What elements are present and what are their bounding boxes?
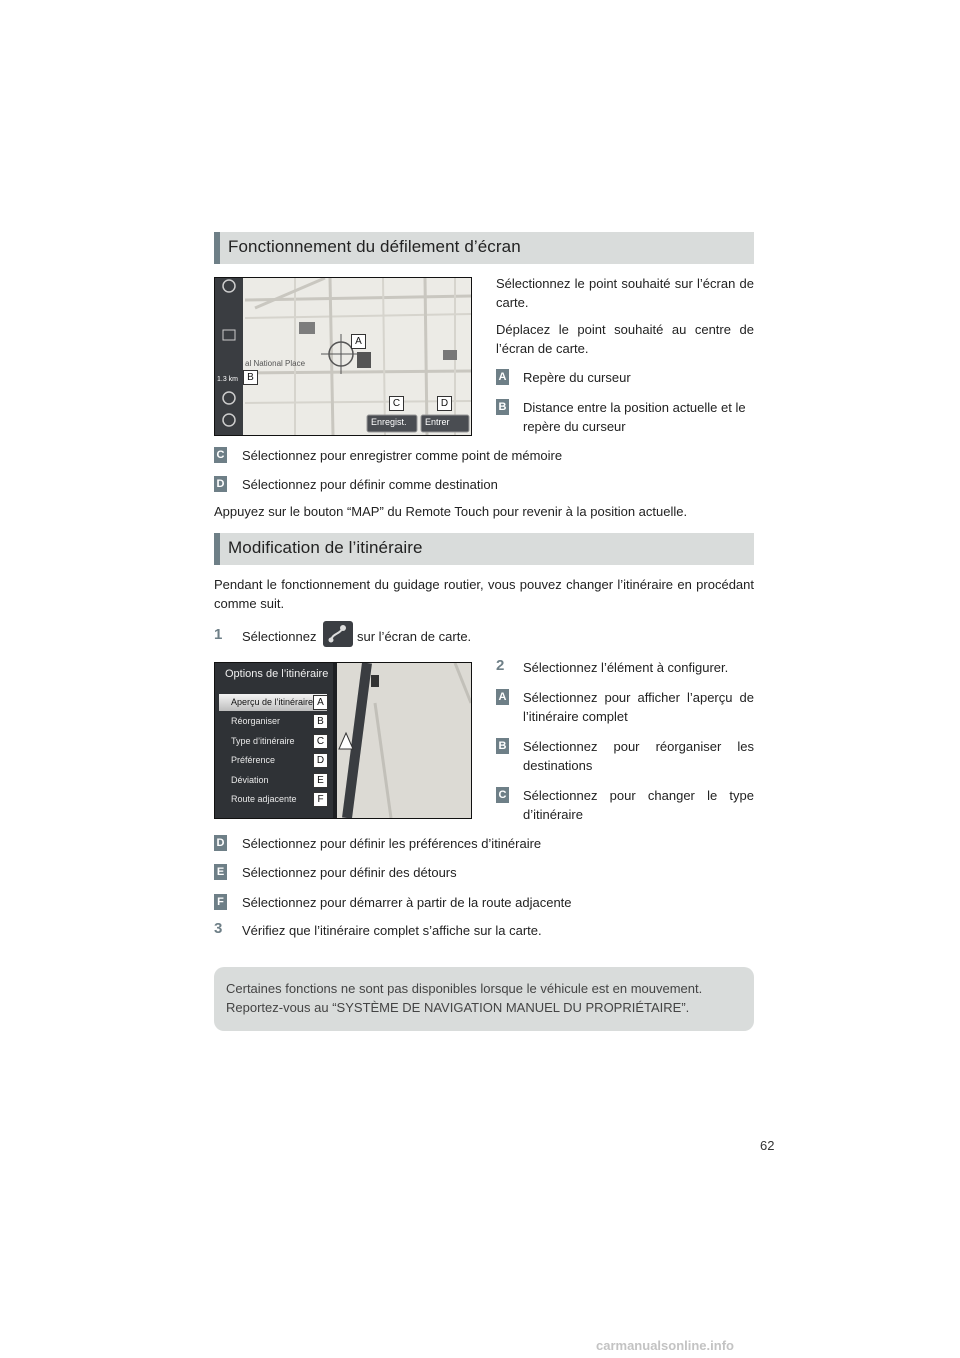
step-2-number: 2 bbox=[496, 657, 505, 674]
badge-c: C bbox=[496, 787, 509, 803]
callout-b: B bbox=[243, 370, 258, 385]
save-memory-button[interactable]: Enregist. bbox=[371, 417, 407, 427]
badge-d: D bbox=[214, 835, 227, 851]
map-graphic bbox=[215, 278, 471, 435]
route-options-screenshot bbox=[214, 662, 472, 819]
step-2-text: Sélectionnez l’élément à configurer. bbox=[523, 660, 729, 675]
menu-title: Options de l’itinéraire bbox=[225, 668, 329, 680]
step-3-text: Vérifiez que l’itinéraire complet s’affiche sur la carte. bbox=[242, 923, 542, 938]
callout-d: D bbox=[437, 396, 452, 411]
item-text-b: Distance entre la position actuelle et le repère du curseur bbox=[523, 400, 746, 434]
section-header-scroll bbox=[214, 232, 754, 264]
menu-item-route-type[interactable]: Type d’itinéraire bbox=[231, 736, 295, 746]
step-1-text-after: sur l’écran de carte. bbox=[357, 629, 472, 644]
badge-b: B bbox=[496, 738, 509, 754]
callout-c: C bbox=[389, 396, 404, 411]
note-box bbox=[214, 967, 754, 1031]
scroll-para-2: Déplacez le point souhaité au centre de l’écran de carte. bbox=[496, 322, 754, 356]
callout-a: A bbox=[351, 334, 366, 349]
callout-e: E bbox=[313, 773, 328, 788]
section-header-route bbox=[214, 533, 754, 565]
item-text-a: Repère du curseur bbox=[523, 370, 631, 385]
route-options-icon bbox=[323, 621, 353, 647]
item-text-d: Sélectionnez pour définir comme destination bbox=[242, 477, 498, 492]
map-place-label: al National Place bbox=[245, 359, 306, 368]
menu-item-reorder[interactable]: Réorganiser bbox=[231, 716, 281, 726]
note-text: Certaines fonctions ne sont pas disponibles lorsque le véhicule est en mouvement. Reportez-vous au “SYSTÈME DE NAVIGATION MANUEL DU PROPRIÉTAIRE”. bbox=[226, 981, 703, 1015]
step-1-number: 1 bbox=[214, 626, 223, 643]
route-item-text-b: Sélectionnez pour réorganiser les destinations bbox=[523, 739, 754, 773]
route-item-text-e: Sélectionnez pour définir des détours bbox=[242, 865, 457, 880]
menu-item-preview[interactable]: Aperçu de l’itinéraire bbox=[219, 694, 327, 711]
step-3-number: 3 bbox=[214, 920, 223, 937]
badge-c: C bbox=[214, 447, 227, 463]
enter-destination-button[interactable]: Entrer bbox=[425, 417, 450, 427]
callout-a: A bbox=[313, 695, 328, 710]
map-scale-label: 1.3 km bbox=[217, 376, 239, 383]
item-text-c: Sélectionnez pour enregistrer comme point de mémoire bbox=[242, 448, 563, 463]
menu-item-detour[interactable]: Déviation bbox=[231, 775, 269, 785]
page-number: 62 bbox=[760, 1138, 775, 1153]
route-item-text-d: Sélectionnez pour définir les préférences d’itinéraire bbox=[242, 836, 542, 851]
scroll-footer: Appuyez sur le bouton “MAP” du Remote Touch pour revenir à la position actuelle. bbox=[214, 504, 688, 519]
badge-a: A bbox=[496, 689, 509, 705]
menu-item-adjacent-road[interactable]: Route adjacente bbox=[231, 794, 297, 804]
section-title: Modification de l’itinéraire bbox=[228, 538, 423, 557]
step-1-text-before: Sélectionnez bbox=[242, 629, 317, 644]
badge-e: E bbox=[214, 864, 227, 880]
badge-f: F bbox=[214, 894, 227, 910]
badge-b: B bbox=[496, 399, 509, 415]
route-item-text-c: Sélectionnez pour changer le type d’itinéraire bbox=[523, 788, 754, 822]
menu-item-preference[interactable]: Préférence bbox=[231, 755, 276, 765]
badge-d: D bbox=[214, 476, 227, 492]
route-item-text-a: Sélectionnez pour afficher l’aperçu de l’itinéraire complet bbox=[523, 690, 754, 724]
map-screenshot bbox=[214, 277, 472, 436]
callout-b: B bbox=[313, 714, 328, 729]
callout-c: C bbox=[313, 734, 328, 749]
callout-d: D bbox=[313, 753, 328, 768]
route-intro: Pendant le fonctionnement du guidage routier, vous pouvez changer l’itinéraire en procédant comme suit. bbox=[214, 577, 754, 611]
section-title: Fonctionnement du défilement d’écran bbox=[228, 237, 521, 256]
scroll-para-1: Sélectionnez le point souhaité sur l’écran de carte. bbox=[496, 276, 754, 310]
badge-a: A bbox=[496, 369, 509, 385]
watermark: carmanualsonline.info bbox=[596, 1338, 734, 1353]
callout-f: F bbox=[313, 792, 328, 807]
route-item-text-f: Sélectionnez pour démarrer à partir de la route adjacente bbox=[242, 895, 572, 910]
